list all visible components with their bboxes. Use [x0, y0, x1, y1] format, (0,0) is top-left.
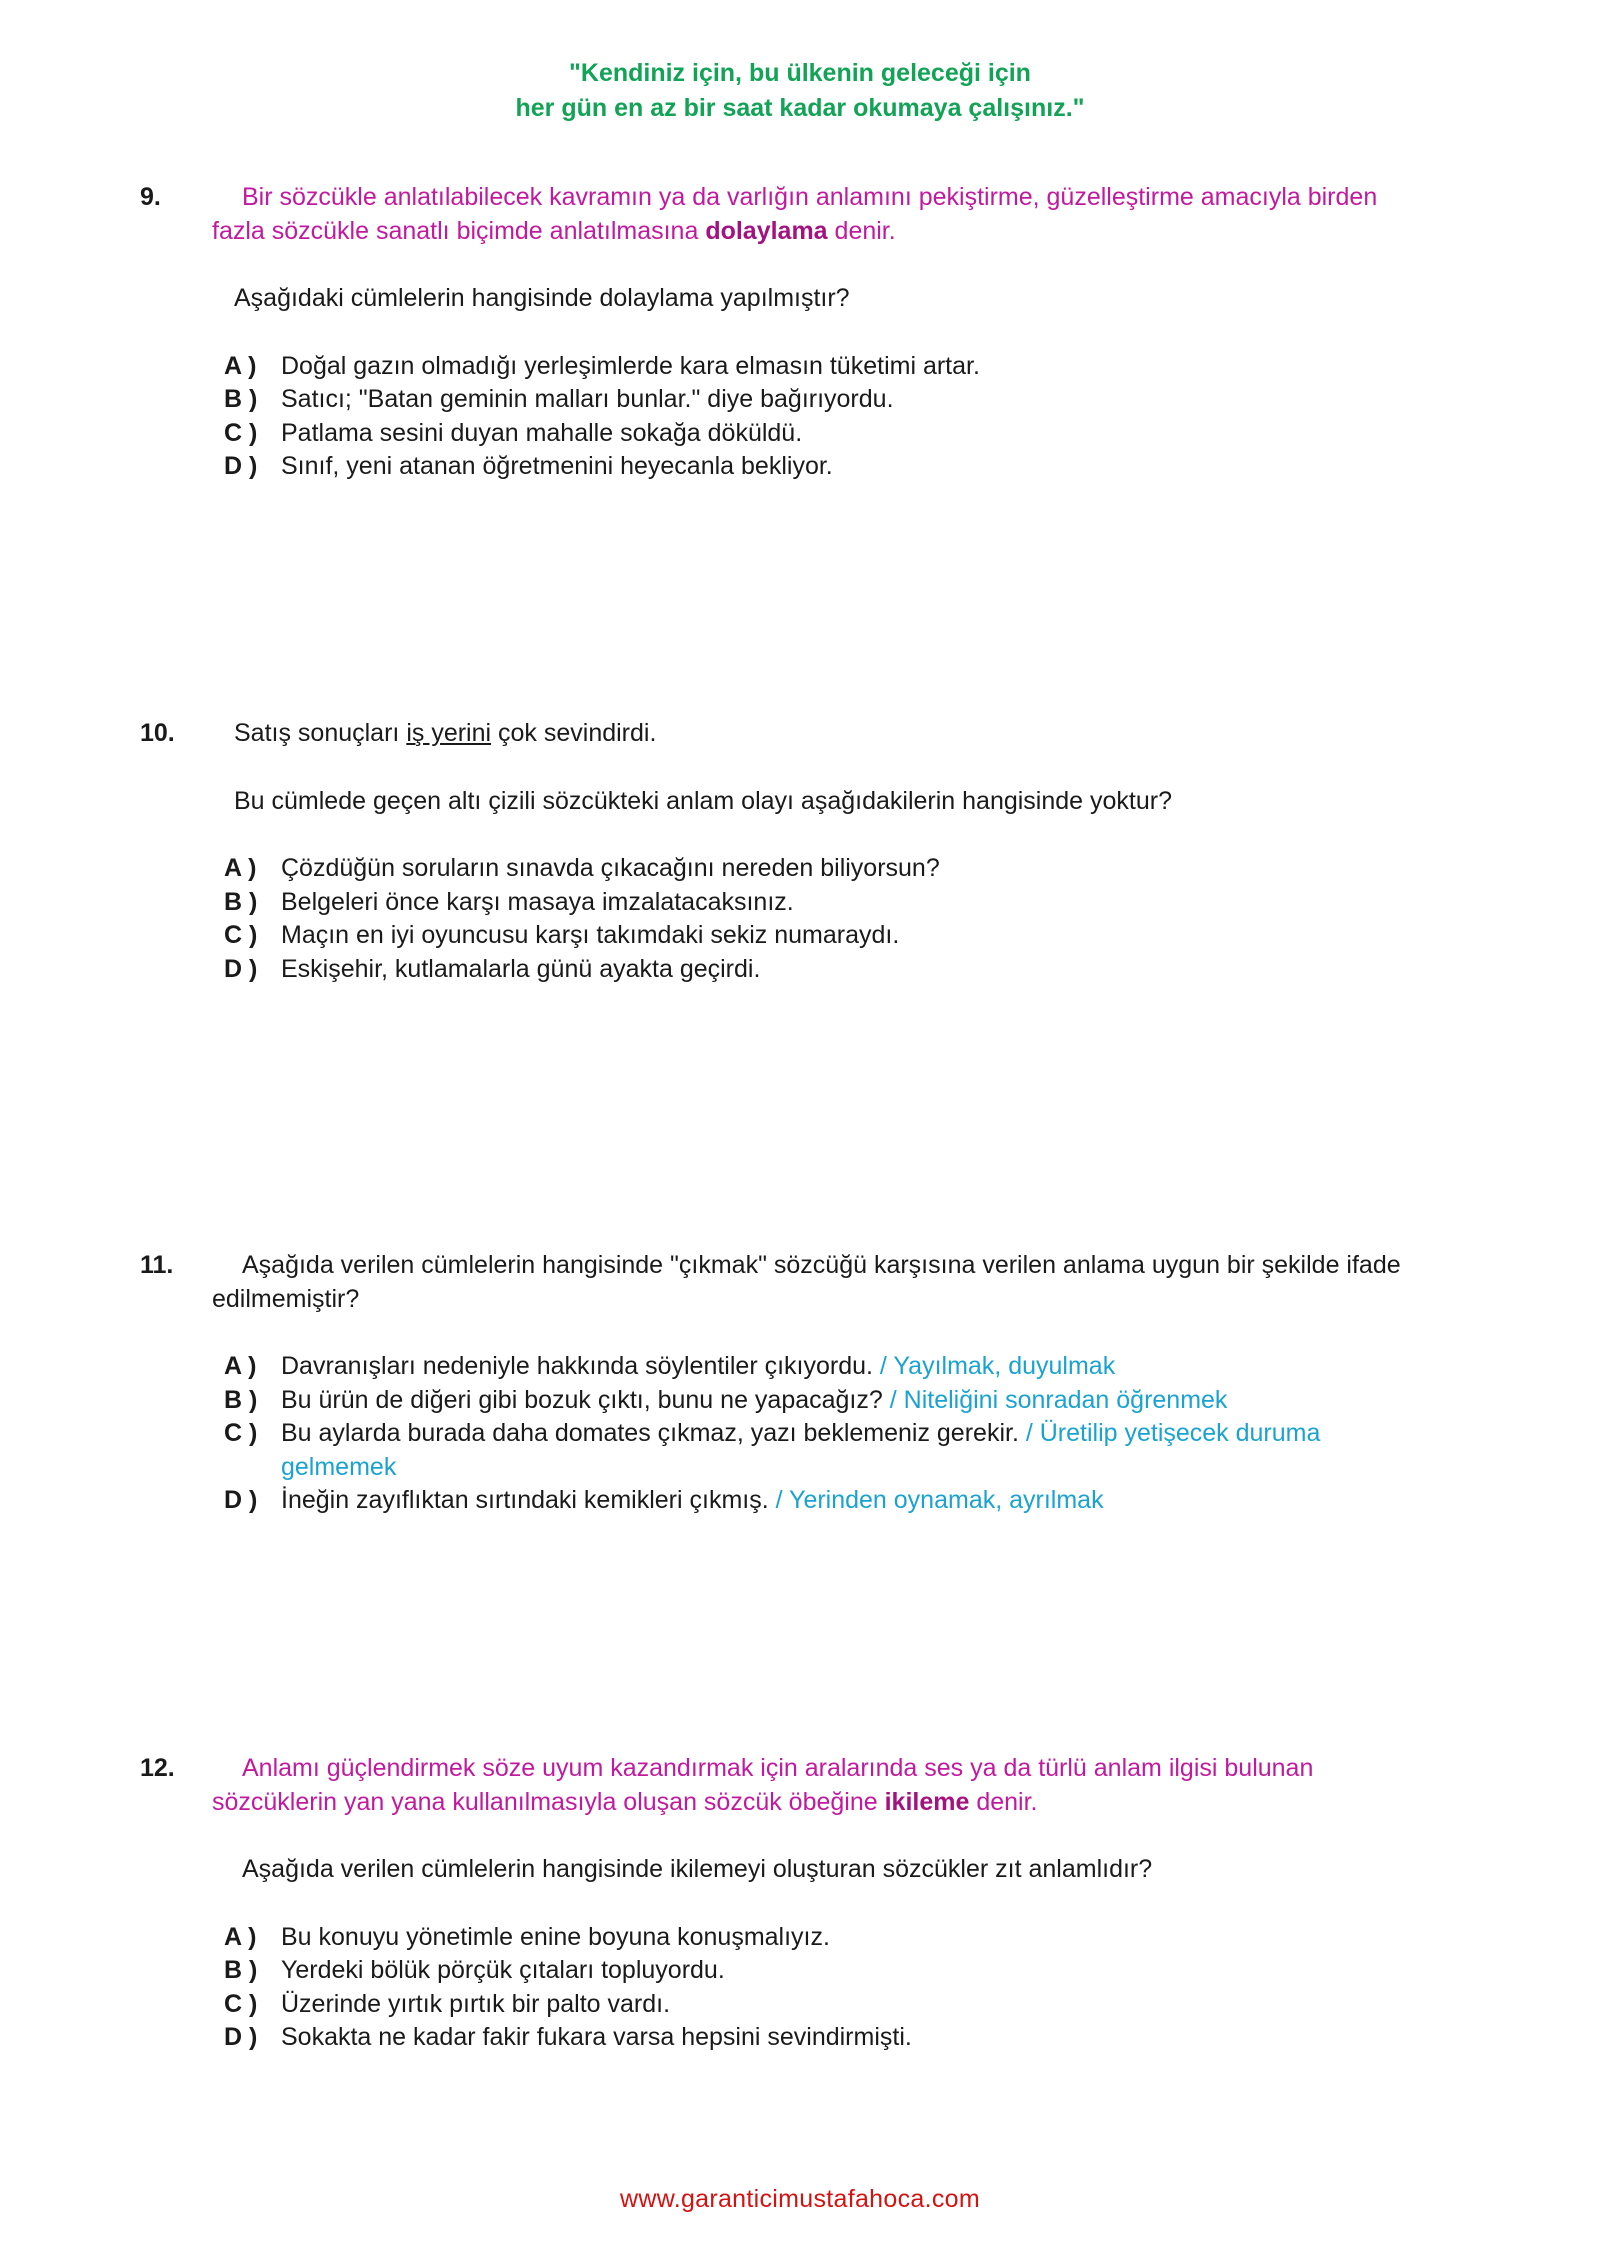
question-number: 9. — [140, 183, 161, 211]
option-text: Sokakta ne kadar fakir fukara varsa hepsini sevindirmişti. — [281, 2023, 912, 2051]
option-letter: D ) — [224, 1486, 258, 1514]
option-letter: A ) — [224, 1922, 257, 1951]
question-10 — [140, 717, 1440, 986]
question-prompt: Bu cümlede geçen altı çizili sözcükteki anlam olayı aşağıdakilerin hangisinde yoktur? — [234, 786, 1173, 815]
question-definition — [140, 1752, 1432, 1819]
option-b[interactable] — [140, 1384, 1401, 1418]
option-meaning: / Niteliğini sonradan öğrenmek — [882, 1385, 1228, 1414]
option-a[interactable] — [140, 852, 1401, 886]
definition-text-part-2: denir. — [969, 1787, 1038, 1816]
answer-options — [140, 852, 1440, 986]
option-text: Maçın en iyi oyuncusu karşı takımdaki sekiz numaraydı. — [281, 921, 900, 949]
option-letter: B ) — [224, 385, 258, 413]
option-text: Çözdüğün soruların sınavda çıkacağını nereden biliyorsun? — [281, 854, 940, 882]
footer-website-link[interactable]: www.garanticimustafahoca.com — [620, 2185, 980, 2213]
question-number: 12. — [140, 1754, 175, 1782]
option-text: Davranışları nedeniyle hakkında söylentiler çıkıyordu. — [281, 1352, 873, 1380]
option-letter: D ) — [224, 452, 258, 480]
option-d[interactable] — [140, 953, 1401, 987]
option-meaning: / Yayılmak, duyulmak — [872, 1352, 1116, 1380]
option-text: Yerdeki bölük pörçük çıtaları topluyordu. — [281, 1956, 725, 1984]
sentence-after: çok sevindirdi. — [491, 719, 657, 747]
answer-options — [140, 1921, 1440, 2055]
option-a[interactable] — [140, 1350, 1401, 1384]
definition-term: dolaylama — [705, 216, 828, 245]
option-text: Bu ürün de diğeri gibi bozuk çıktı, bunu ne yapacağız? — [281, 1385, 883, 1414]
option-text: Patlama sesini duyan mahalle sokağa döküldü. — [281, 418, 803, 447]
question-12 — [140, 1752, 1440, 2055]
option-text: Sınıf, yeni atanan öğretmenini heyecanla bekliyor. — [281, 452, 833, 480]
option-text: Doğal gazın olmadığı yerleşimlerde kara elmasın tüketimi artar. — [281, 351, 980, 380]
definition-text-part-1: Anlamı güçlendirmek söze uyum kazandırmak için aralarında ses ya da türlü anlam ilgisi bulunan sözcüklerin yan yana kullanılmasıyla oluşan sözcük öbeğine — [212, 1754, 1314, 1816]
option-text: Eskişehir, kutlamalarla günü ayakta geçirdi. — [281, 954, 761, 983]
option-b[interactable] — [140, 886, 1401, 920]
motto-line-2: her gün en az bir saat kadar okumaya çalışınız." — [515, 94, 1085, 122]
option-b[interactable] — [140, 383, 1401, 417]
definition-text-part-1: Bir sözcükle anlatılabilecek kavramın ya da varlığın anlamını pekiştirme, güzelleştirme amacıyla birden fazla sözcükle sanatlı biçimde anlatılmasına — [212, 183, 1378, 245]
option-letter: C ) — [224, 921, 258, 949]
option-letter: B ) — [224, 1956, 258, 1984]
option-letter: C ) — [224, 1989, 258, 2018]
option-text: İneğin zayıflıktan sırtındaki kemikleri çıkmış. — [281, 1486, 769, 1514]
option-d[interactable] — [140, 2021, 1401, 2055]
sentence-before: Satış sonuçları — [234, 719, 407, 747]
option-text: Bu aylarda burada daha domates çıkmaz, yazı beklemeniz gerekir. — [281, 1419, 1019, 1447]
question-sentence — [140, 717, 1454, 751]
option-a[interactable] — [140, 1921, 1401, 1955]
option-letter: B ) — [224, 1385, 258, 1414]
option-letter: B ) — [224, 887, 258, 916]
option-letter: D ) — [224, 954, 258, 983]
option-letter: A ) — [224, 351, 257, 380]
question-number: 10. — [140, 719, 175, 747]
option-letter: C ) — [224, 1419, 258, 1447]
definition-term: ikileme — [884, 1787, 970, 1816]
option-text: Üzerinde yırtık pırtık bir palto vardı. — [281, 1989, 671, 2018]
option-letter: A ) — [224, 854, 257, 882]
question-11 — [140, 1249, 1440, 1518]
option-text: Bu konuyu yönetimle enine boyuna konuşmalıyız. — [281, 1922, 830, 1951]
option-text: Satıcı; "Batan geminin malları bunlar." diye bağırıyordu. — [281, 385, 894, 413]
question-definition — [140, 181, 1432, 248]
definition-text-part-2: denir. — [827, 216, 896, 245]
option-letter: C ) — [224, 418, 258, 447]
option-letter: A ) — [224, 1352, 257, 1380]
option-c[interactable] — [140, 919, 1401, 953]
option-text: Belgeleri önce karşı masaya imzalatacaksınız. — [281, 887, 794, 916]
option-b[interactable] — [140, 1954, 1401, 1988]
motto-line-1: "Kendiniz için, bu ülkenin geleceği için — [569, 59, 1031, 87]
option-meaning: / Üretilip yetişecek duruma gelmemek — [281, 1419, 1321, 1481]
answer-options — [140, 1350, 1440, 1518]
option-c[interactable] — [140, 1988, 1401, 2022]
question-prompt: Aşağıda verilen cümlelerin hangisinde "çıkmak" sözcüğü karşısına verilen anlama uygun bir şekilde ifade edilmemiştir? — [212, 1251, 1401, 1313]
question-number: 11. — [140, 1251, 174, 1279]
option-c[interactable] — [140, 1417, 1401, 1484]
question-9 — [140, 181, 1440, 484]
option-d[interactable] — [140, 450, 1401, 484]
question-prompt: Aşağıdaki cümlelerin hangisinde dolaylama yapılmıştır? — [234, 284, 850, 312]
option-meaning: / Yerinden oynamak, ayrılmak — [768, 1486, 1104, 1514]
option-a[interactable] — [140, 350, 1401, 384]
underlined-word: iş yerini — [406, 719, 492, 747]
option-c[interactable] — [140, 417, 1401, 451]
question-prompt: Aşağıda verilen cümlelerin hangisinde ikilemeyi oluşturan sözcükler zıt anlamlıdır? — [242, 1855, 1153, 1883]
answer-options — [140, 350, 1440, 484]
page-header-motto — [0, 56, 1600, 126]
option-letter: D ) — [224, 2023, 258, 2051]
option-d[interactable] — [140, 1484, 1401, 1518]
